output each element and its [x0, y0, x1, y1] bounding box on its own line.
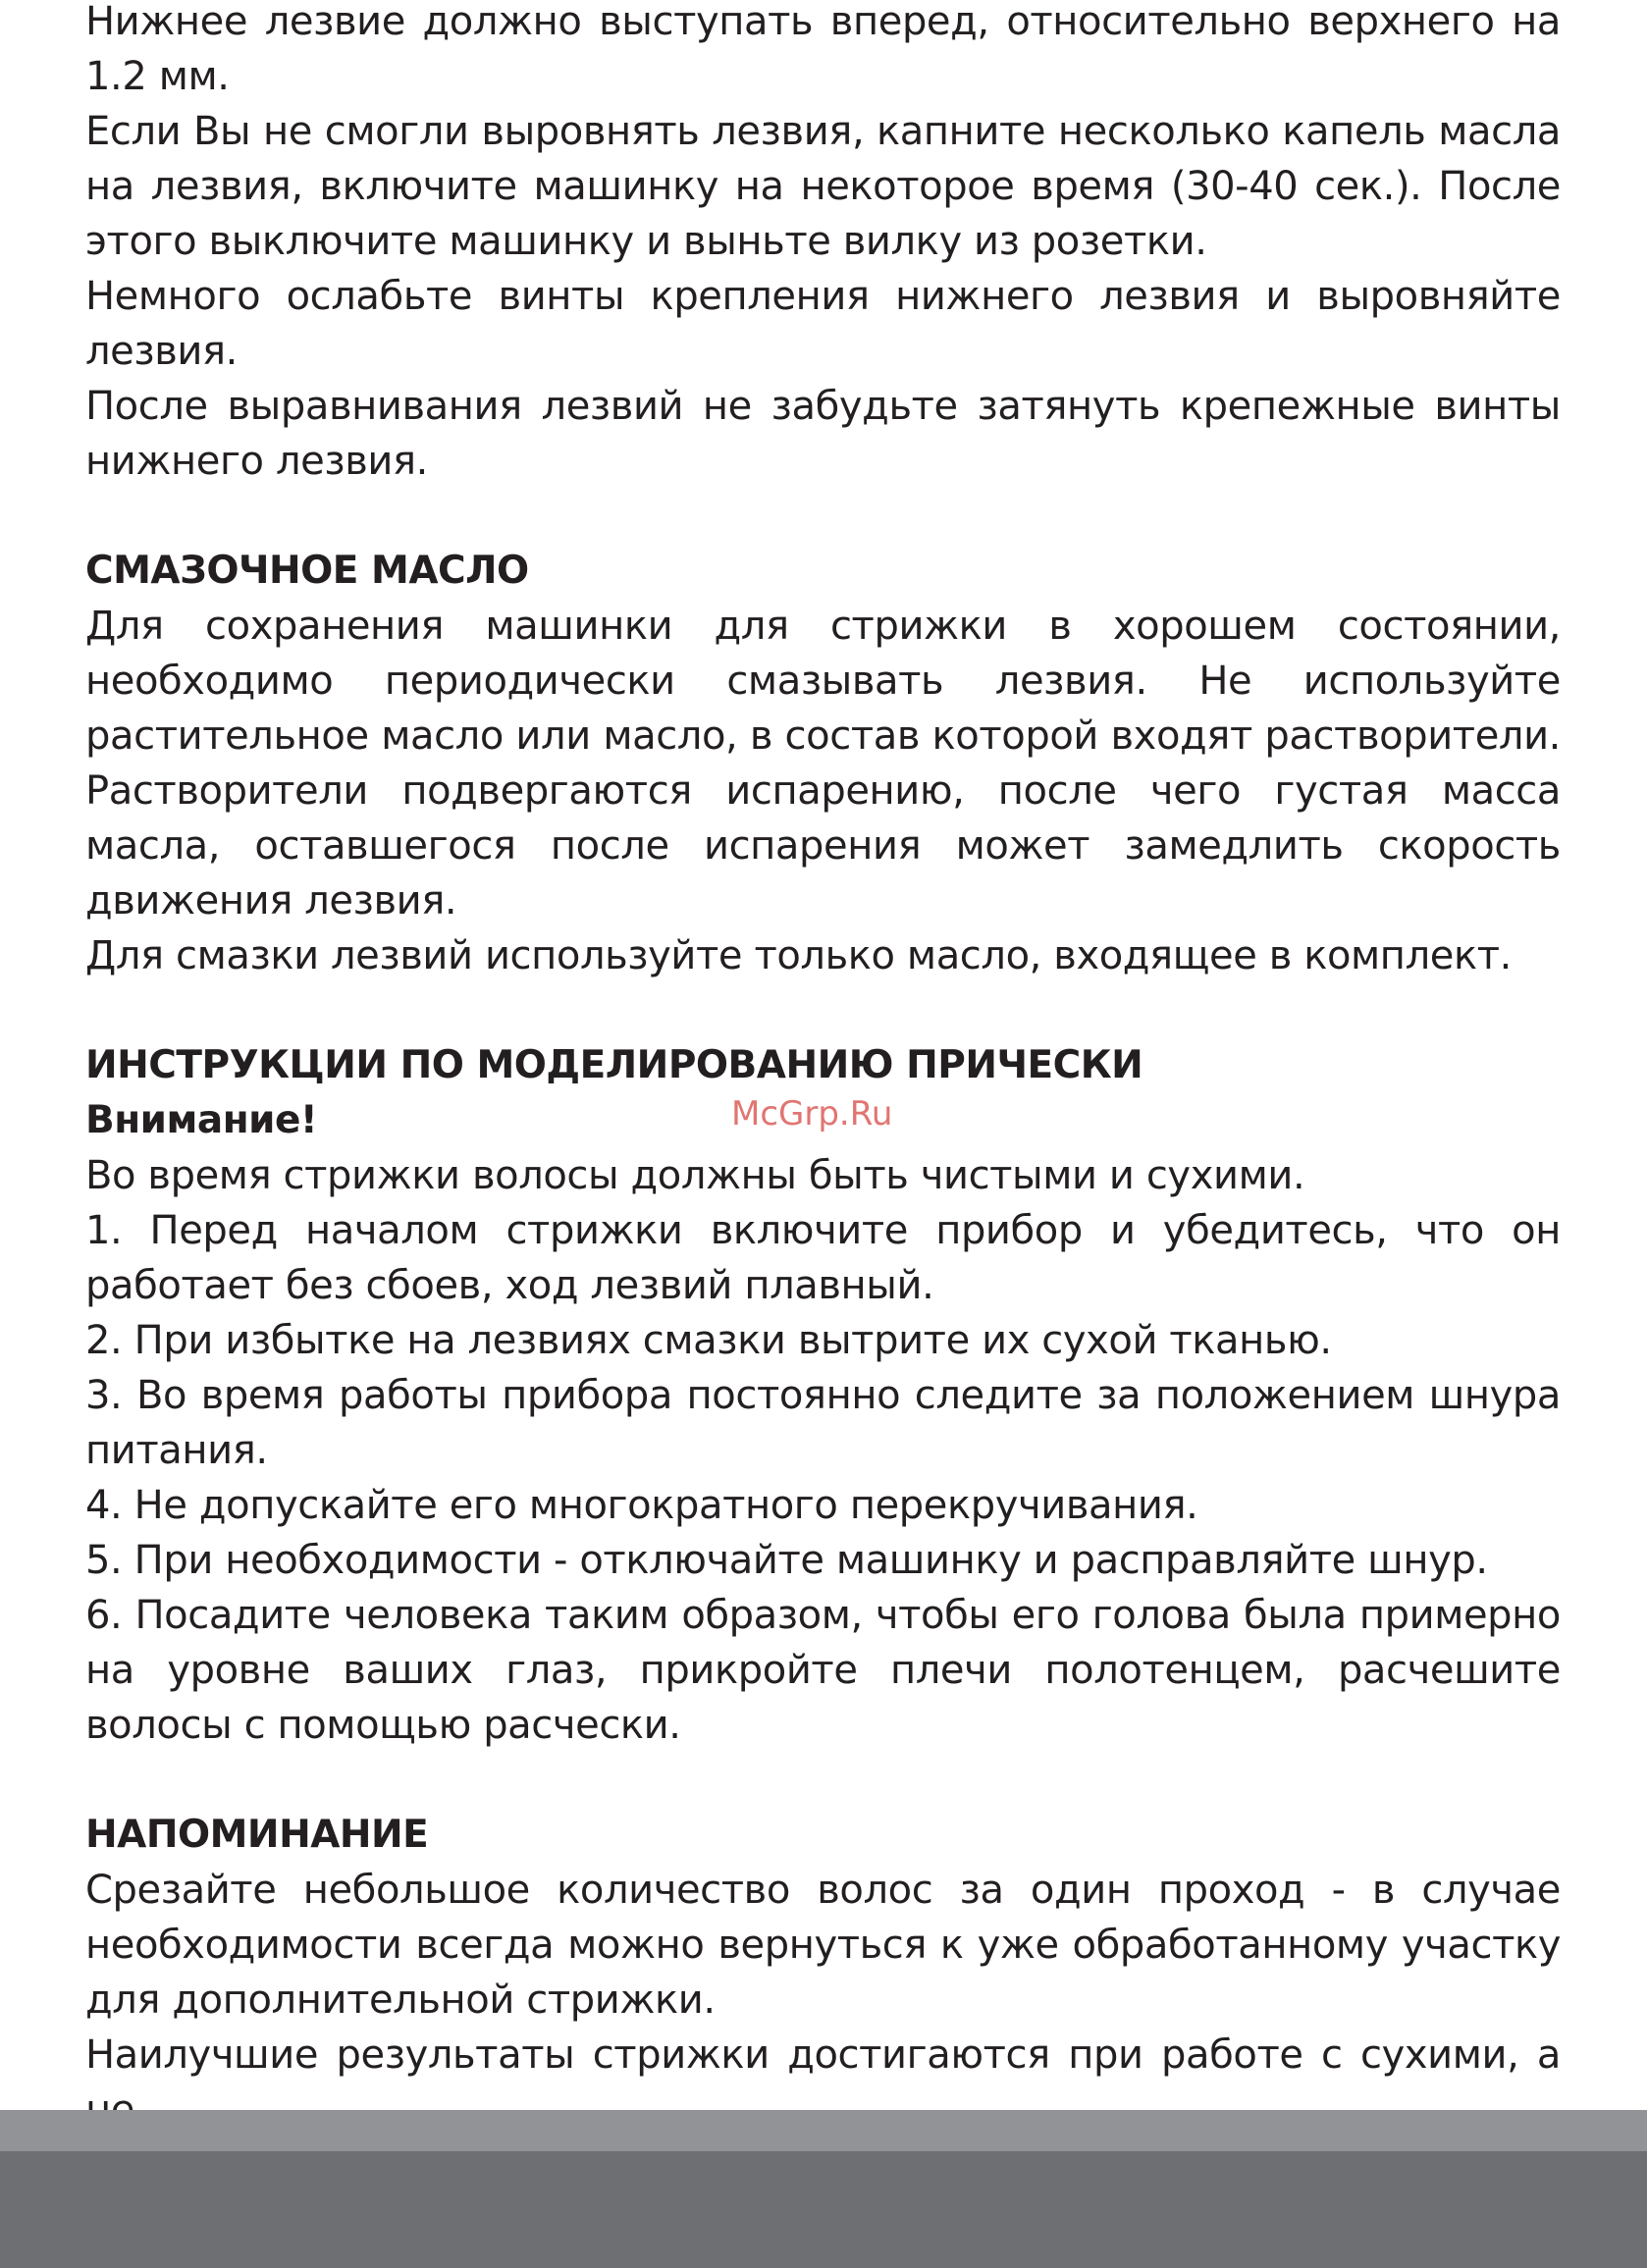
section-subheading-attention: Внимание! [85, 1098, 318, 1142]
paragraph: Наилучшие результаты стрижки достигаются при работе с сухими, а [85, 2032, 1561, 2078]
paragraph: Срезайте небольшое количество волос за один проход - в случае необходимости всегда можно вернуться к уже обработанному участку для дополнительной стрижки. [85, 1868, 1561, 2023]
list-item: 2. При избытке на лезвиях смазки вытрите их сухой тканью. [85, 1318, 1332, 1363]
paragraph: Для смазки лезвий используйте только масло, входящее в комплект. [85, 933, 1512, 978]
paragraph: Нижнее лезвие должно выступать вперед, относительно верхнего на 1.2 мм. [85, 0, 1561, 99]
section-heading-instructions: ИНСТРУКЦИИ ПО МОДЕЛИРОВАНИЮ ПРИЧЕСКИ [85, 1043, 1143, 1087]
document-body [85, 0, 1561, 2137]
list-item: 3. Во время работы прибора постоянно следите за положением шнура питания. [85, 1373, 1561, 1473]
paragraph: Немного ослабьте винты крепления нижнего лезвия и выровняйте лезвия. [85, 274, 1561, 374]
paragraph: После выравнивания лезвий не забудьте затянуть крепежные винты нижнего лезвия. [85, 384, 1561, 484]
section-gap [85, 983, 1561, 1038]
footer-band-light [0, 2110, 1647, 2151]
list-item: 5. При необходимости - отключайте машинку и расправляйте шнур. [85, 1538, 1488, 1583]
section-gap [85, 489, 1561, 544]
list-item: 1. Перед началом стрижки включите прибор и убедитесь, что он работает без сбоев, ход лезвий плавный. [85, 1208, 1561, 1308]
section-heading-oil: СМАЗОЧНОЕ МАСЛО [85, 549, 529, 593]
list-item: 4. Не допускайте его многократного перекручивания. [85, 1483, 1198, 1528]
section-heading-reminder: НАПОМИНАНИЕ [85, 1813, 429, 1857]
paragraph: Во время стрижки волосы должны быть чистыми и сухими. [85, 1153, 1305, 1198]
section-gap [85, 1753, 1561, 1808]
footer-band-dark [0, 2151, 1647, 2268]
list-item: 6. Посадите человека таким образом, чтобы его голова была примерно на уровне ваших глаз, прикройте плечи полотенцем, расчешите волосы с помощью расчески. [85, 1593, 1561, 1748]
paragraph: Для сохранения машинки для стрижки в хорошем состоянии, необходимо периодически смазывать лезвия. Не используйте растительное масло или масло, в состав которой входят растворители. Растворители подвергаются испарению, после чего густая масса масла, оставшегося после испарения может замедлить скорость движения лезвия. [85, 604, 1561, 923]
watermark: McGrp.Ru [731, 1094, 893, 1134]
paragraph: Если Вы не смогли выровнять лезвия, капните несколько капель масла на лезвия, включите машинку на некоторое время (30-40 сек.). После этого выключите машинку и выньте вилку из розетки. [85, 109, 1561, 264]
